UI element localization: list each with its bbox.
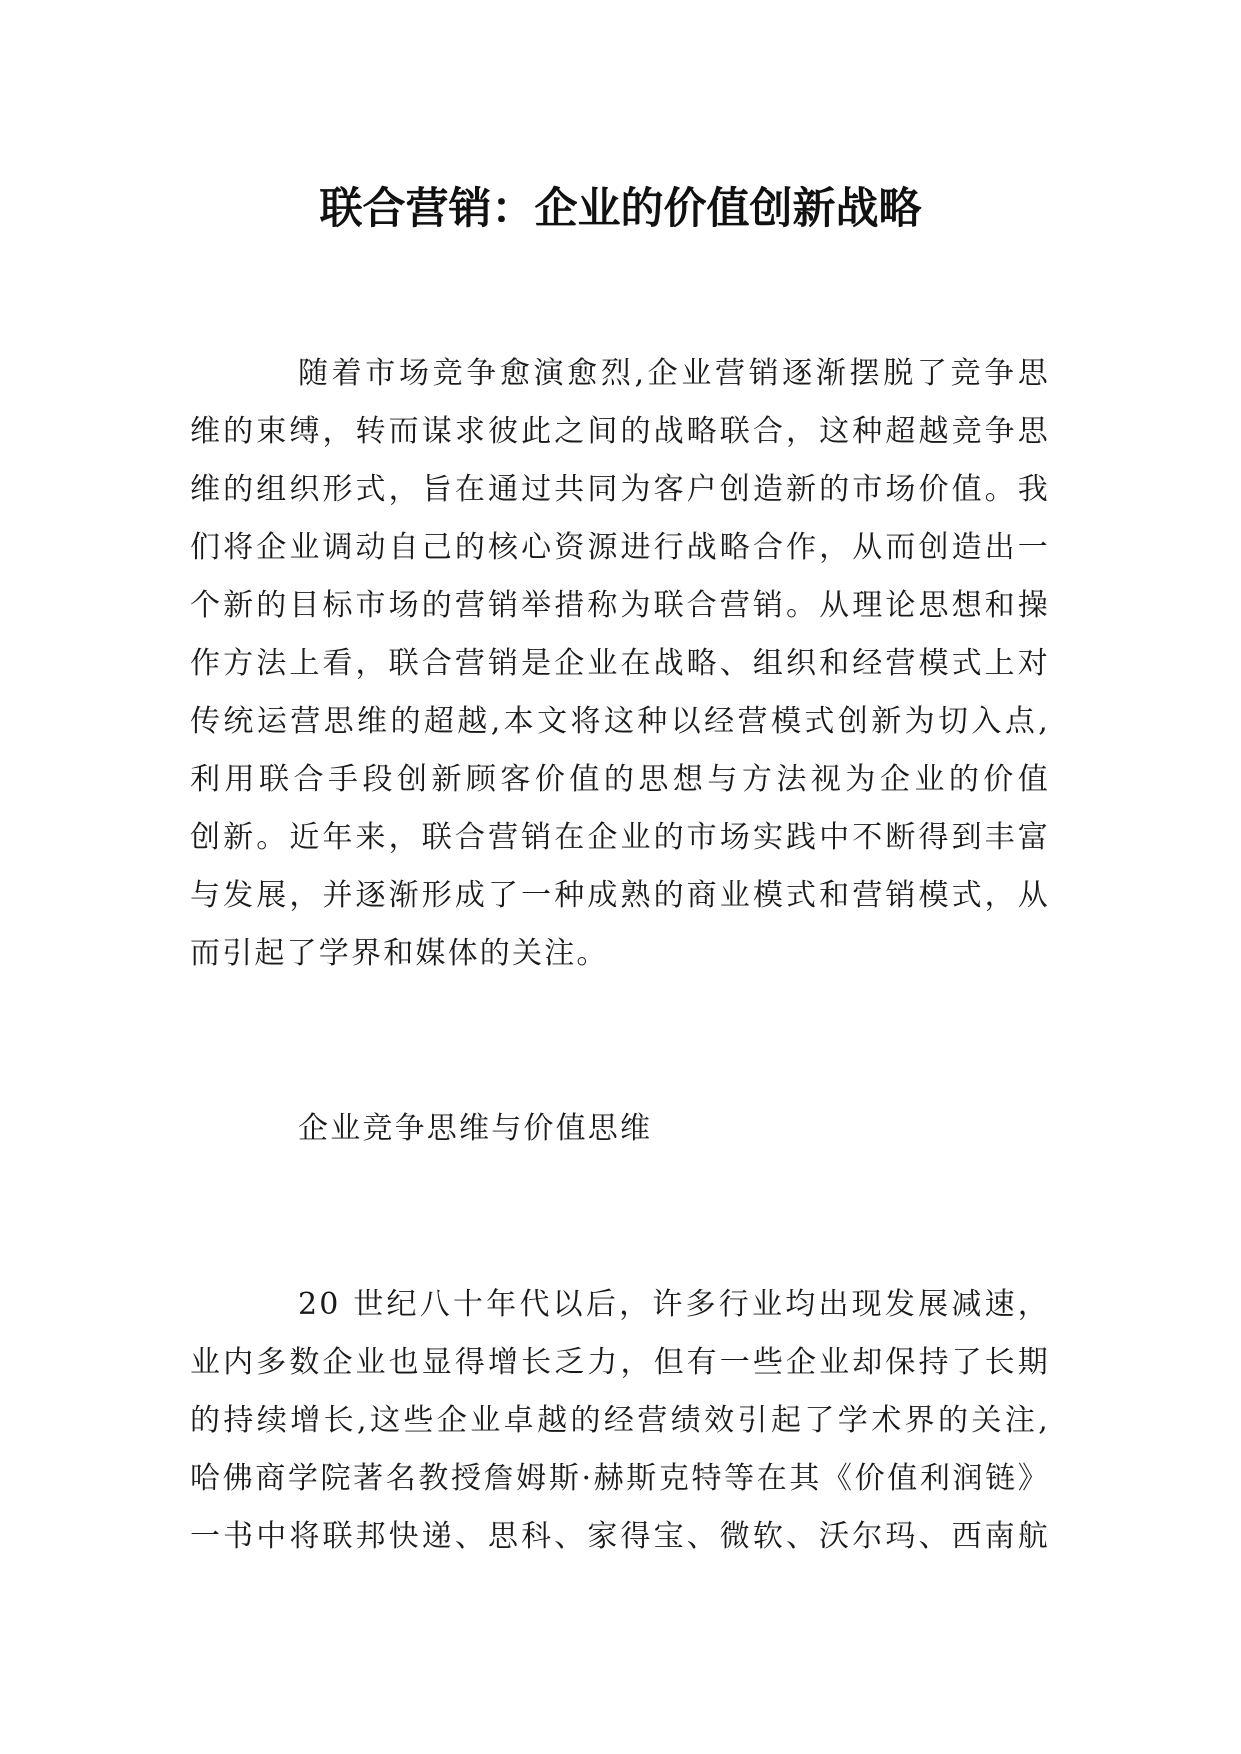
paragraph-line: 个新的目标市场的营销举措称为联合营销。从理论思想和操	[190, 588, 1050, 623]
paragraph-section	[190, 1276, 1050, 1566]
paragraph-line: 一书中将联邦快递、思科、家得宝、微软、沃尔玛、西南航	[190, 1519, 1050, 1554]
paragraph-line: 的持续增长,这些企业卓越的经营绩效引起了学术界的关注,	[190, 1403, 1050, 1438]
paragraph-line: 维的组织形式，旨在通过共同为客户创造新的市场价值。我	[190, 472, 1050, 507]
section-heading: 企业竞争思维与价值思维	[298, 1111, 653, 1146]
paragraph-intro	[190, 345, 1050, 983]
paragraph-line: 哈佛商学院著名教授詹姆斯·赫斯克特等在其《价值利润链》	[190, 1461, 1050, 1496]
paragraph-line: 与发展，并逐渐形成了一种成熟的商业模式和营销模式，从	[190, 878, 1050, 913]
paragraph-line: 创新。近年来，联合营销在企业的市场实践中不断得到丰富	[190, 820, 1050, 855]
document-title: 联合营销：企业的价值创新战略	[319, 183, 922, 234]
paragraph-line: 随着市场竞争愈演愈烈,企业营销逐渐摆脱了竞争思	[298, 356, 1050, 391]
paragraph-line: 利用联合手段创新顾客价值的思想与方法视为企业的价值	[190, 762, 1050, 797]
paragraph-line: 20 世纪八十年代以后，许多行业均出现发展减速，	[298, 1287, 1050, 1322]
paragraph-line: 业内多数企业也显得增长乏力，但有一些企业却保持了长期	[190, 1345, 1050, 1380]
paragraph-line: 维的束缚，转而谋求彼此之间的战略联合，这种超越竞争思	[190, 414, 1050, 449]
paragraph-line: 而引起了学界和媒体的关注。	[190, 936, 609, 971]
paragraph-line: 作方法上看，联合营销是企业在战略、组织和经营模式上对	[190, 646, 1050, 681]
paragraph-line: 传统运营思维的超越,本文将这种以经营模式创新为切入点,	[190, 704, 1050, 739]
paragraph-line: 们将企业调动自己的核心资源进行战略合作，从而创造出一	[190, 530, 1050, 565]
